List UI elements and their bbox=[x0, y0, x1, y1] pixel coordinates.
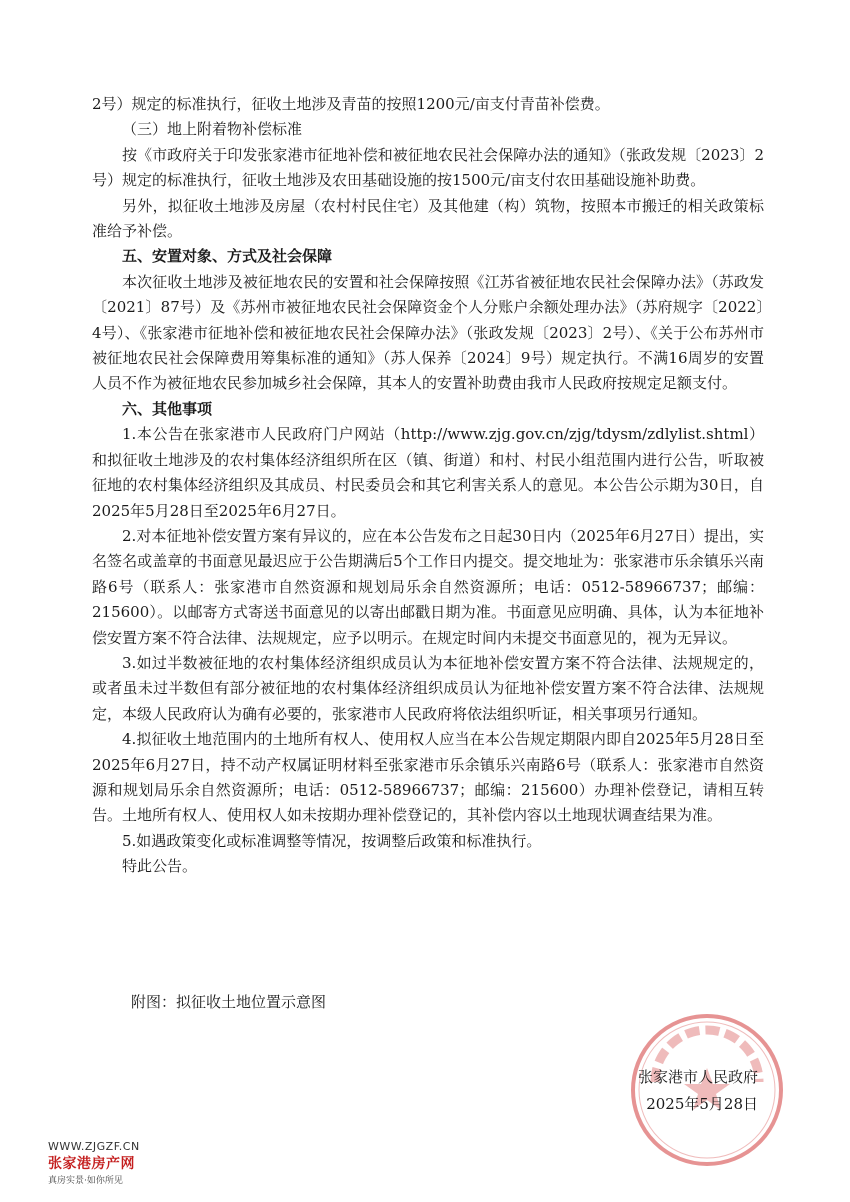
body-paragraph: 2.对本征地补偿安置方案有异议的，应在本公告发布之日起30日内（2025年6月27日）提出，实名签名或盖章的书面意见最迟应于公告期满后5个工作日内提交。提交地址为：张家港市乐余镇乐兴南路6号（联系人：张家港市自然资源和规划局乐余自然资源所；电话：0512-58966737；邮编：215600）。以邮寄方式寄送书面意见的以寄出邮戳日期为准。书面意见应明确、具体，认为本征地补偿安置方案不符合法律、法规规定，应予以明示。在规定时间内未提交书面意见的，视为无异议。 bbox=[92, 526, 764, 647]
issuer-name: 张家港市人民政府 bbox=[637, 1068, 758, 1086]
body-paragraph: 2号）规定的标准执行，征收土地涉及青苗的按照1200元/亩支付青苗补偿费。 bbox=[92, 95, 610, 113]
watermark-brand: 张家港房产网 bbox=[48, 1156, 135, 1172]
watermark-url: WWW.ZJGZF.CN bbox=[48, 1140, 140, 1153]
body-paragraph: 本次征收土地涉及被征地农民的安置和社会保障按照《江苏省被征地农民社会保障办法》（苏政发〔2021〕87号）及《苏州市被征地农民社会保障资金个人分账户余额处理办法》（苏府规字〔2022〕4号）、《张家港市征地补偿和被征地农民社会保障办法》（张政发规〔2023〕2号）、《关于公布苏州市被征地农民社会保障费用筹集标准的通知》（苏人保养〔2024〕9号）规定执行。不满16周岁的安置人员不作为被征地农民参加城乡社会保障，其本人的安置补助费由我市人民政府按规定足额支付。 bbox=[92, 272, 764, 393]
body-paragraph: 另外，拟征收土地涉及房屋（农村村民住宅）及其他建（构）筑物，按照本市搬迁的相关政策标准给予补偿。 bbox=[92, 196, 764, 241]
body-paragraph: 3.如过半数被征地的农村集体经济组织成员认为本征地补偿安置方案不符合法律、法规规定的，或者虽未过半数但有部分被征地的农村集体经济组织成员认为征地补偿安置方案不符合法律、法规规定，本级人民政府认为确有必要的，张家港市人民政府将依法组织听证，相关事项另行通知。 bbox=[92, 653, 764, 723]
section-heading: 五、安置对象、方式及社会保障 bbox=[122, 247, 333, 266]
site-watermark-logo bbox=[48, 1140, 140, 1186]
body-paragraph: 特此公告。 bbox=[122, 857, 198, 876]
body-paragraph: 5.如遇政策变化或标准调整等情况，按调整后政策和标准执行。 bbox=[122, 831, 542, 850]
body-paragraph: 4.拟征收土地范围内的土地所有权人、使用权人应当在本公告规定期限内即自2025年5月28日至2025年6月27日，持不动产权属证明材料至张家港市乐余镇乐兴南路6号（联系人：张家港市自然资源和规划局乐余自然资源所；电话：0512-58966737；邮编：215600）办理补偿登记，请相互转告。土地所有权人、使用权人如未按期办理补偿登记的，其补偿内容以土地现状调查结果为准。 bbox=[92, 730, 764, 825]
attachment-note: 附图：拟征收土地位置示意图 bbox=[131, 993, 327, 1011]
body-paragraph: 按《市政府关于印发张家港市征地补偿和被征地农民社会保障办法的通知》（张政发规〔2023〕2号）规定的标准执行，征收土地涉及农田基础设施的按1500元/亩支付农田基础设施补助费。 bbox=[92, 145, 764, 190]
document-body bbox=[92, 92, 764, 880]
watermark-slogan: 真房实景·如你所见 bbox=[48, 1176, 123, 1186]
issue-date: 2025年5月28日 bbox=[646, 1095, 758, 1113]
body-paragraph: 1.本公告在张家港市人民政府门户网站（http://www.zjg.gov.cn/zjg/tdysm/zdlylist.shtml）和拟征收土地涉及的农村集体经济组织所在区（镇、街道）和村、村民小组范围内进行公告，听取被征地的农村集体经济组织及其成员、村民委员会和其它利害关系人的意见。本公告公示期为30日，自2025年5月28日至2025年6月27日。 bbox=[92, 425, 764, 520]
section-heading: 六、其他事项 bbox=[122, 399, 213, 418]
body-paragraph: （三）地上附着物补偿标准 bbox=[122, 120, 303, 139]
signature-block bbox=[638, 1064, 758, 1118]
